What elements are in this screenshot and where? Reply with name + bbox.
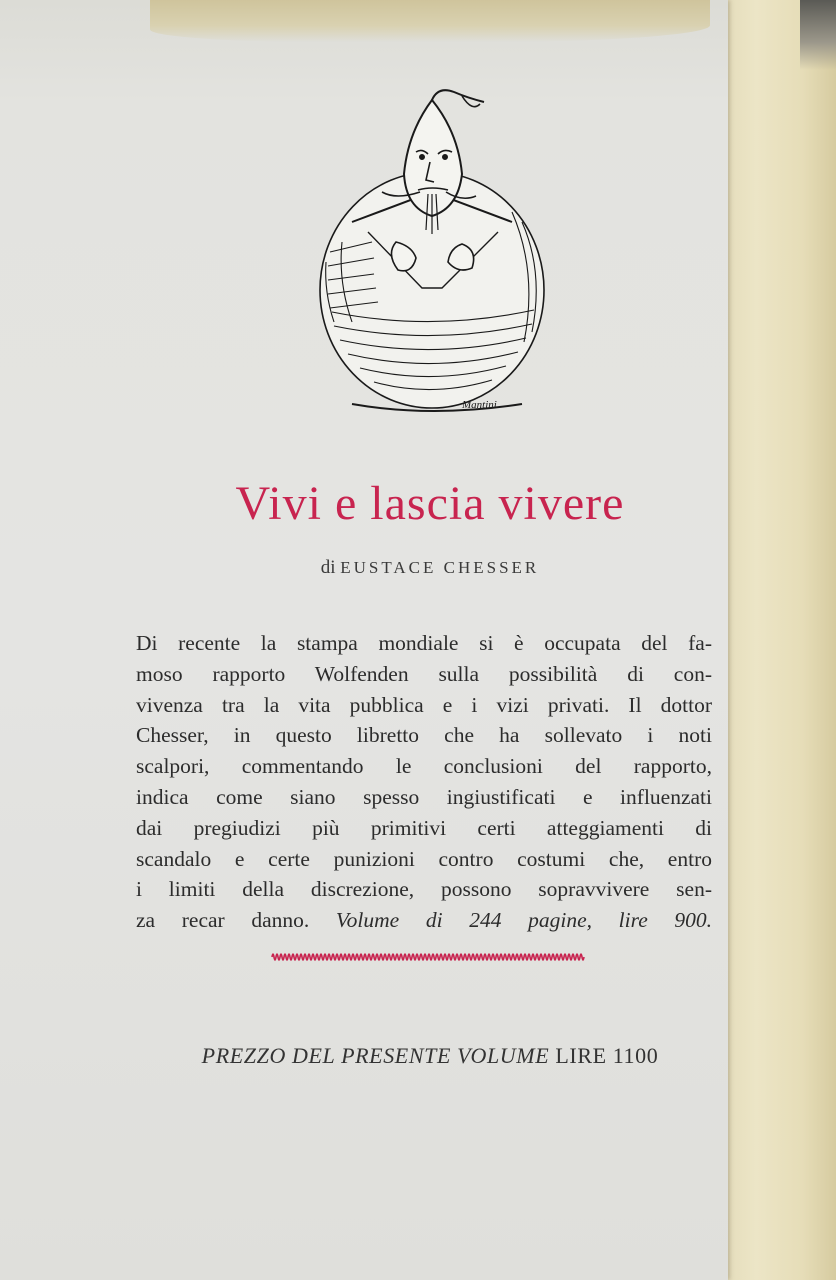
- blurb-line: moso rapporto Wolfenden sulla possibilità di con-: [136, 661, 712, 686]
- author-line: [0, 557, 836, 579]
- blurb-line: scalpori, commentando le conclusioni del rapporto,: [136, 754, 712, 779]
- blurb-line: dai pregiudizi più primitivi certi atteggiamenti di: [136, 815, 712, 840]
- blurb-last-plain: za recar danno.: [136, 908, 310, 933]
- book-spine-edge: [722, 0, 836, 1280]
- egg-figure-illustration: [312, 82, 556, 412]
- price-amount: LIRE 1100: [555, 1043, 659, 1068]
- blurb-line: Di recente la stampa mondiale si è occupata del fa-: [136, 631, 712, 655]
- blurb-line: Chesser, in questo libretto che ha sollevato i noti: [136, 723, 712, 748]
- blurb-line: i limiti della discrezione, possono sopravvivere sen-: [136, 877, 712, 902]
- spine-top-shadow: [800, 0, 836, 70]
- author-name: EUSTACE CHESSER: [340, 558, 540, 577]
- blurb-line: scandalo e certe punizioni contro costumi che, entro: [136, 846, 712, 871]
- blurb-line: vivenza tra la vita pubblica e i vizi privati. Il dottor: [136, 692, 712, 717]
- price-line: [0, 1043, 836, 1069]
- book-title: Vivi e lascia vivere: [235, 477, 625, 530]
- blurb-last-line: [136, 905, 712, 936]
- blurb-text: [136, 628, 712, 936]
- volume-info: Volume di 244 pagine, lire 900.: [335, 908, 713, 933]
- paper-stain: [150, 0, 710, 42]
- price-label: PREZZO DEL PRESENTE VOLUME: [201, 1043, 550, 1068]
- blurb-line: indica come siano spesso ingiustificati e influenzati: [136, 784, 712, 809]
- wavy-ornament-divider: [270, 950, 586, 964]
- author-prefix: di: [320, 557, 336, 578]
- illustration-signature: Mantini: [462, 399, 497, 411]
